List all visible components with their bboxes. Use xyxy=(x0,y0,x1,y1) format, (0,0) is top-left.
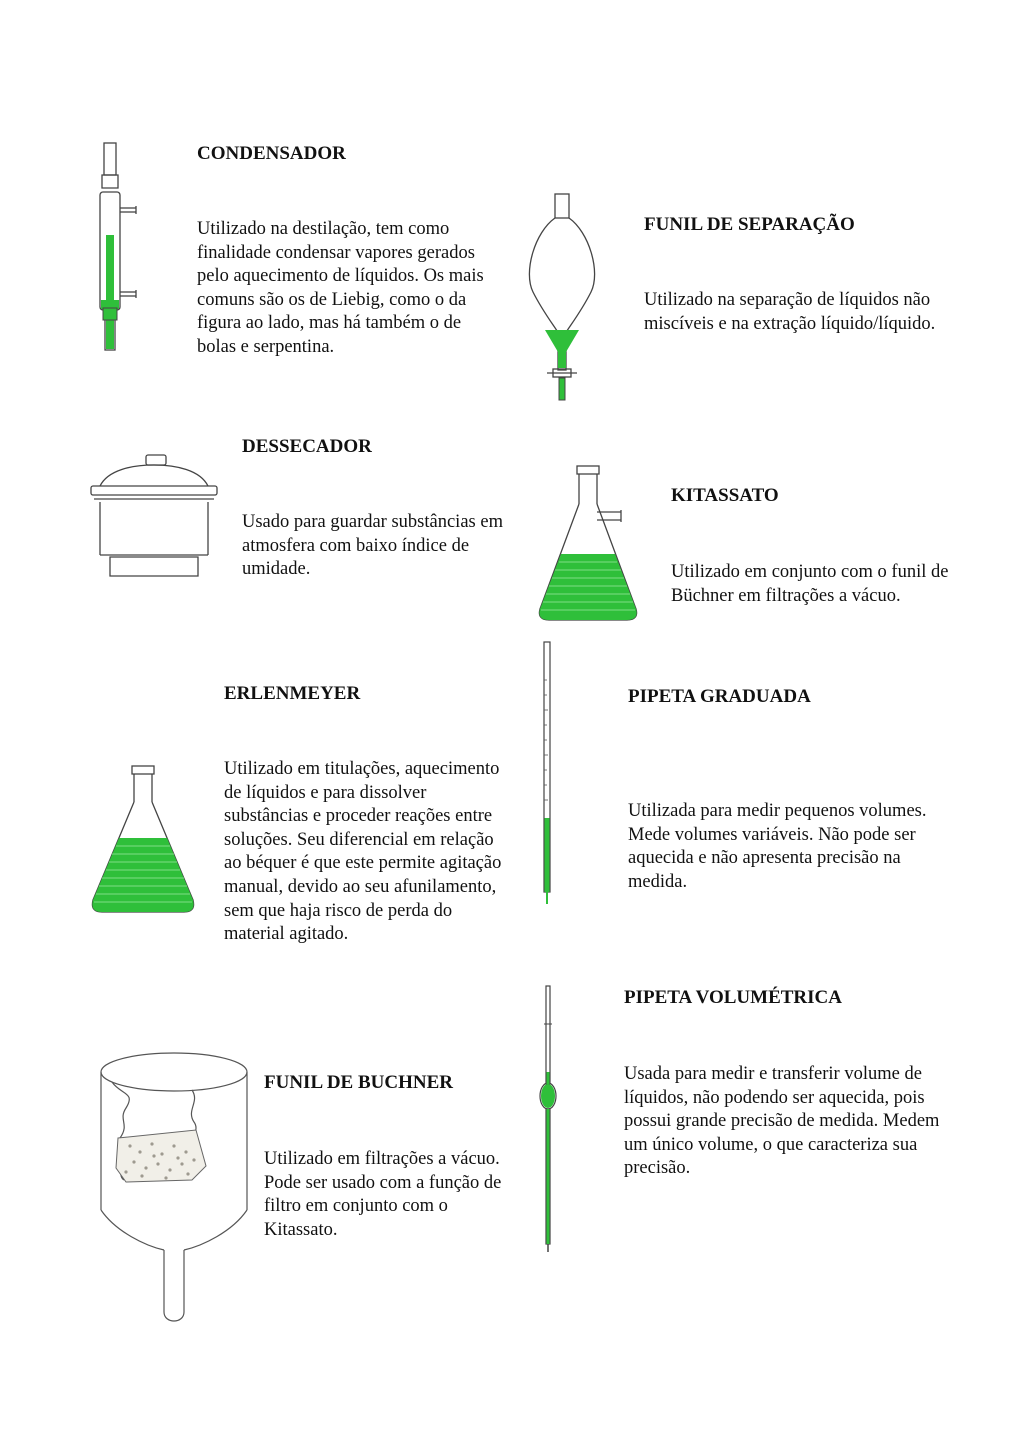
funil-buchner-description: Utilizado em filtrações a vácuo. Pode ser usado com a função de filtro em conjunto com o Kitassato. xyxy=(264,1149,502,1240)
pipeta-volumetrica-title: PIPETA VOLUMÉTRICA xyxy=(624,987,842,1008)
kitassato-description: Utilizado em conjunto com o funil de Büchner em filtrações a vácuo. xyxy=(671,562,949,606)
condensador-description: Utilizado na destilação, tem como finalidade condensar vapores gerados pelo aquecimento de líquidos. Os mais comuns são os de Liebig, como o da figura ao lado, mas há também o de bolas e serpentina. xyxy=(197,219,484,357)
desiccator-illustration xyxy=(88,452,220,582)
funil-separacao-description: Utilizado na separação de líquidos não miscíveis e na extração líquido/líquido. xyxy=(644,290,936,334)
separatory-funnel-illustration xyxy=(525,192,605,407)
funil-buchner-title: FUNIL DE BUCHNER xyxy=(264,1072,453,1093)
dessecador-title: DESSECADOR xyxy=(242,436,372,457)
pipeta-graduada-description: Utilizada para medir pequenos volumes. Mede volumes variáveis. Não pode ser aquecida e não apresenta precisão na medida. xyxy=(628,801,927,892)
funil-separacao-title: FUNIL DE SEPARAÇÃO xyxy=(644,214,855,235)
condenser-illustration xyxy=(90,140,150,355)
kitassato-title: KITASSATO xyxy=(671,485,779,506)
pipeta-graduada-title: PIPETA GRADUADA xyxy=(628,686,811,707)
kitasato-flask-illustration xyxy=(535,464,645,624)
volumetric-pipette-illustration xyxy=(536,984,560,1254)
erlenmeyer-flask-illustration xyxy=(88,764,200,916)
condensador-title: CONDENSADOR xyxy=(197,143,346,164)
dessecador-description: Usado para guardar substâncias em atmosfera com baixo índice de umidade. xyxy=(242,512,503,580)
buchner-funnel-illustration xyxy=(96,1050,256,1330)
erlenmeyer-description: Utilizado em titulações, aquecimento de líquidos e para dissolver substâncias e proceder reações entre soluções. Seu diferencial em relação ao béquer é que este permite agitação manual, devido ao seu afunilamento, sem que haja risco de perda do material agitado. xyxy=(224,759,502,945)
erlenmeyer-title: ERLENMEYER xyxy=(224,683,361,704)
graduated-pipette-illustration xyxy=(538,640,556,906)
pipeta-volumetrica-description: Usada para medir e transferir volume de líquidos, não podendo ser aquecida, pois possui grande precisão de medida. Medem um único volume, o que caracteriza sua precisão. xyxy=(624,1064,940,1179)
